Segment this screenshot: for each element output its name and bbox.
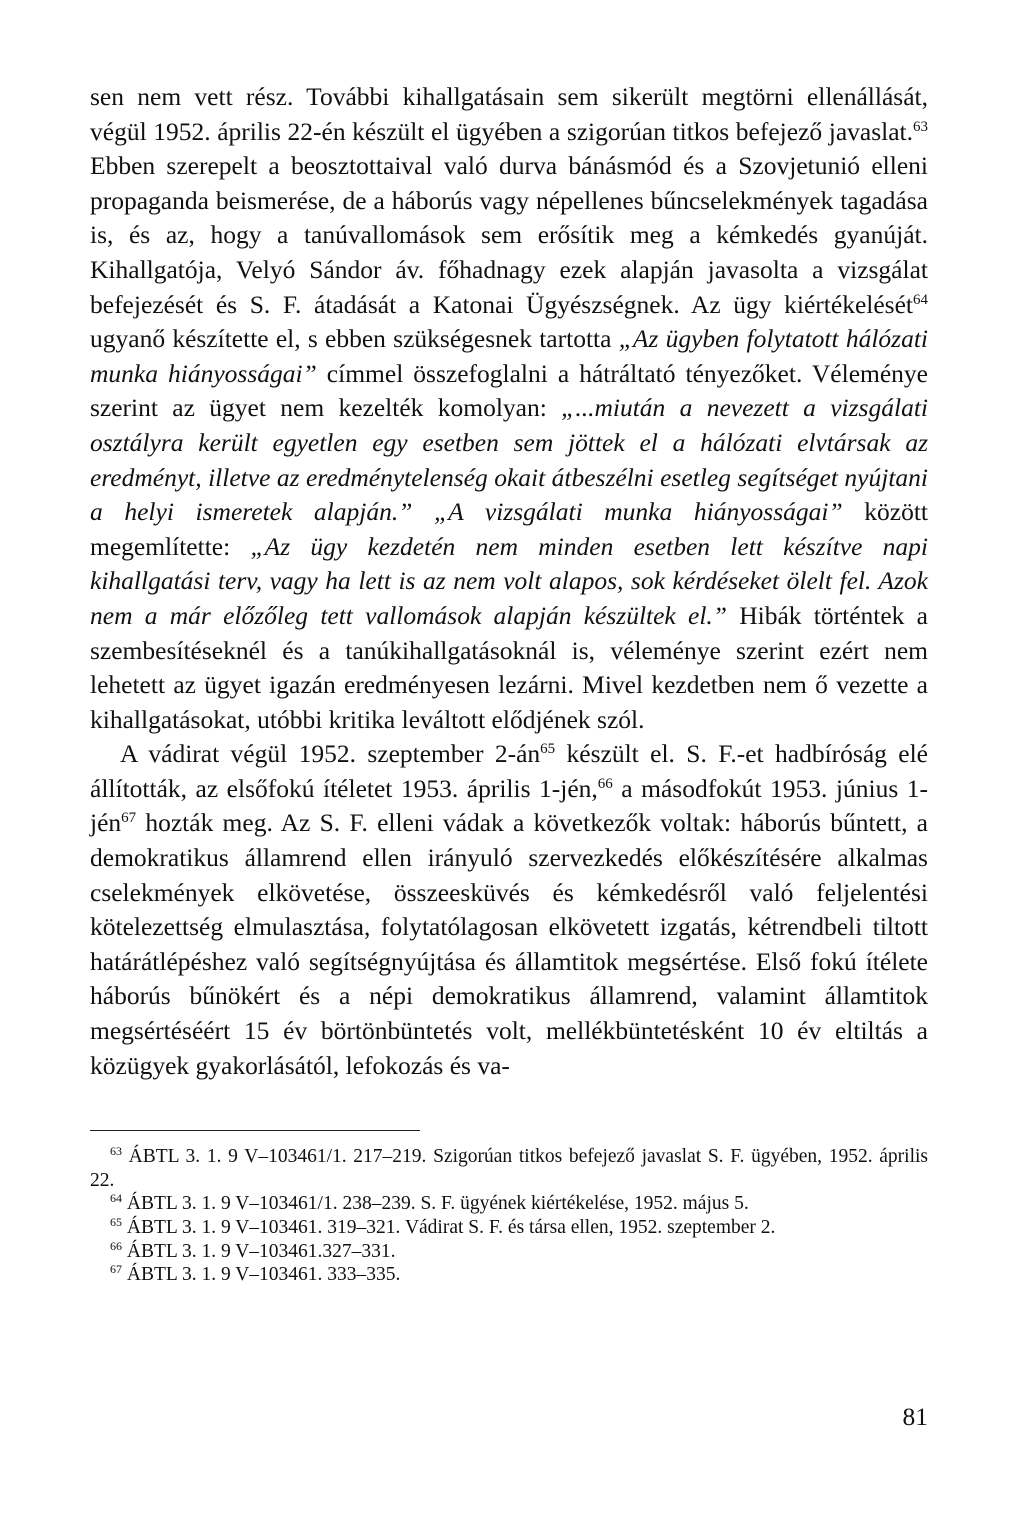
italic-quote: „Az ügyben folytatott hálózati munka hiányosságai”	[90, 324, 929, 388]
text-run: között megemlítette:	[90, 497, 928, 561]
footnote-ref-63: 63	[913, 118, 928, 135]
text-run: ugyanő készítette el, s ebben szükségesnek tartotta	[90, 324, 619, 354]
text-run: címmel összefoglalni a hátráltató tényezőket. Véleménye szerint az ügyet nem kezelték komolyan:	[90, 358, 929, 423]
footnote-number: 63	[110, 1144, 122, 1159]
footnote-number: 67	[110, 1262, 122, 1277]
footnote-66	[90, 1240, 928, 1264]
text-run: a másodfokút 1953. június 1-jén	[90, 773, 928, 838]
footnote-65	[90, 1216, 928, 1240]
footnote-text: ÁBTL 3. 1. 9 V–103461/1. 238–239. S. F. ügyének kiértékelése, 1952. május 5.	[122, 1193, 749, 1215]
footnote-ref-64: 64	[913, 291, 928, 308]
footnote-ref-67: 67	[121, 810, 137, 827]
footnote-text: ÁBTL 3. 1. 9 V–103461. 319–321. Vádirat S. F. és társa ellen, 1952. szeptember 2.	[122, 1217, 776, 1238]
text-run: sen nem vett rész. További kihallgatásain sem sikerült megtörni ellenállását, végül 1952. április 22-én készült el ügyében a szigorúan titkos befejező javaslat.	[90, 82, 928, 146]
text-run: A vádirat végül 1952. szeptember 2-án	[120, 739, 541, 769]
paragraph-1	[90, 80, 928, 737]
text-run: hozták meg. Az S. F. elleni vádak a következők voltak: háborús bűntett, a demokratikus államrend ellen irányuló szervezkedés előkészítésére alkalmas cselekmények elkövetése, összeesküvés és kémkedésről való feljelentési kötelezettség elmulasztása, folytatólagosan elkövetett izgatás, kétrendbeli tiltott határátlépéshez való segítségnyújtása és államtitok megsértése. Első fokú ítélete háborús bűnökért és a népi demokratikus államrend, valamint államtitok megsértéséért 15 év börtönbüntetés volt, mellékbüntetésként 10 év eltiltás a közügyek gyakorlásától, lefokozás és va-	[90, 808, 928, 1080]
footnote-63	[90, 1145, 928, 1192]
page	[90, 80, 928, 1287]
text-run: Hibák történtek a szembesítéseknél és a tanúkihallgatásoknál is, véleménye szerint ezért nem lehetett az ügyet igazán eredményesen lezárni. Mivel kezdetben nem ő vezette a kihallgatásokat, utóbbi kritika leváltott elődjének szól.	[90, 600, 928, 734]
footnote-text: ÁBTL 3. 1. 9 V–103461/1. 217–219. Szigorúan titkos befejező javaslat S. F. ügyében, 1952. április 22.	[90, 1146, 928, 1191]
paragraph-2	[90, 737, 928, 1083]
footnote-ref-66: 66	[597, 775, 613, 792]
footnote-divider	[90, 1130, 420, 1131]
footnote-text: ÁBTL 3. 1. 9 V–103461. 333–335.	[122, 1264, 401, 1286]
footnote-number: 66	[110, 1238, 122, 1253]
footnote-text: ÁBTL 3. 1. 9 V–103461.327–331.	[122, 1240, 396, 1262]
text-run: készült el. S. F.-et hadbíróság elé állították, az elsőfokú ítéletet 1953. április 1-jén,	[90, 739, 928, 803]
body-text	[90, 80, 928, 1083]
footnote-64	[90, 1192, 928, 1216]
page-number: 81	[902, 1402, 928, 1431]
footnote-67	[90, 1263, 928, 1287]
footnote-ref-65: 65	[540, 741, 556, 758]
text-run: Ebben szerepelt a beosztottaival való durva bánásmód és a Szovjetunió elleni propaganda beismerése, de a háborús vagy népellenes bűncselekmények tagadása is, és az, hogy a tanúvallomások sem erősítik meg a kémkedés gyanúját. Kihallgatója, Velyó Sándor áv. főhadnagy ezek alapján javasolta a vizsgálat befejezését és S. F. átadását a Katonai Ügyészségnek. Az ügy kiértékelését	[90, 151, 928, 319]
italic-quote: „Az ügy kezdetén nem minden esetben lett készítve napi kihallgatási terv, vagy ha lett is az nem volt alapos, sok kérdéseket ölelt fel. Azok nem a már előzőleg tett vallomások alapján készültek el.”	[90, 531, 929, 630]
footnotes	[90, 1145, 928, 1287]
footnote-number: 65	[110, 1215, 122, 1229]
italic-quote: „...miután a nevezett a vizsgálati osztályra került egyetlen egy esetben sem jöttek el a hálózati elvtársak az eredményt, illetve az eredménytelenség okait átbeszélni esetleg segítséget nyújtani a helyi ismeretek alapján.” „A vizsgálati munka hiányosságai”	[90, 393, 928, 527]
footnote-number: 64	[110, 1191, 122, 1206]
